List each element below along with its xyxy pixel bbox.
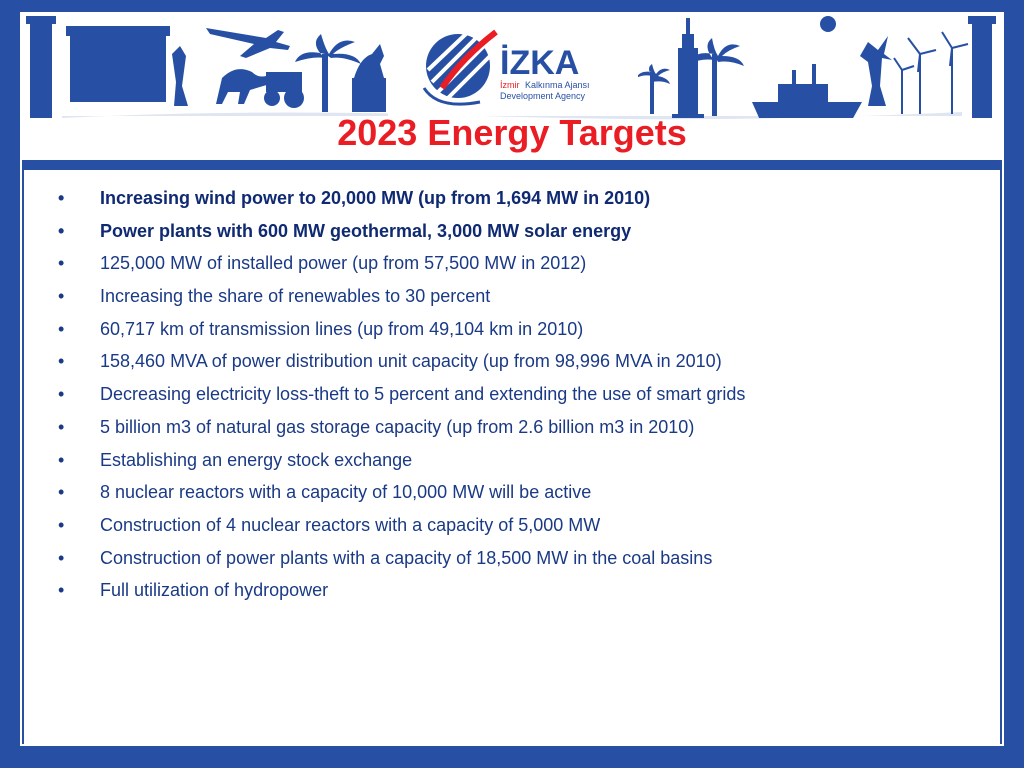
bullet-icon: • (58, 188, 65, 208)
bullet-list (54, 184, 974, 609)
list-item-text: 60,717 km of transmission lines (up from 49,104 km in 2010) (100, 318, 584, 339)
list-item (54, 413, 974, 446)
list-item (54, 184, 974, 217)
list-item (54, 380, 974, 413)
list-item (54, 249, 974, 282)
list-item (54, 347, 974, 380)
bullet-icon: • (58, 416, 65, 437)
logo-development-agency: Development Agency (500, 91, 586, 101)
bullet-icon: • (58, 351, 65, 372)
list-item-text: Increasing the share of renewables to 30 percent (100, 286, 491, 307)
bullet-icon: • (58, 286, 65, 307)
svg-text:İzmir Kalkınma Ajansı (500, 80, 590, 90)
list-item-text: Full utilization of hydropower (100, 580, 329, 601)
bullet-icon: • (58, 514, 65, 535)
list-item-text: Construction of 4 nuclear reactors with a capacity of 5,000 MW (100, 514, 601, 535)
bullet-icon: • (58, 580, 65, 601)
logo-izmir: İzmir (500, 80, 520, 90)
list-item-text: Power plants with 600 MW geothermal, 3,000 MW solar energy (100, 220, 632, 241)
list-item (54, 511, 974, 544)
list-item-text: Establishing an energy stock exchange (100, 449, 413, 470)
bullet-icon: • (58, 220, 65, 241)
list-item (54, 544, 974, 577)
list-item-text: 8 nuclear reactors with a capacity of 10,000 MW will be active (100, 482, 592, 503)
bullet-icon: • (58, 384, 65, 405)
list-item-text: Construction of power plants with a capacity of 18,500 MW in the coal basins (100, 547, 713, 568)
list-item (54, 576, 974, 609)
bullet-icon: • (58, 318, 65, 339)
bullet-icon: • (58, 449, 65, 470)
bullet-icon: • (58, 253, 65, 274)
slide-title: 2023 Energy Targets (337, 112, 687, 153)
izka-logo (388, 18, 638, 116)
izka-brand: İZKA (500, 44, 580, 82)
list-item (54, 446, 974, 479)
bullet-icon: • (58, 547, 65, 568)
list-item (54, 315, 974, 348)
logo-kalkinma: Kalkınma Ajansı (525, 80, 590, 90)
list-item (54, 478, 974, 511)
list-item (54, 217, 974, 250)
list-item-text: 5 billion m3 of natural gas storage capacity (up from 2.6 billion m3 in 2010) (100, 416, 695, 437)
list-item-text: 125,000 MW of installed power (up from 57,500 MW in 2012) (100, 253, 587, 274)
list-item-text: Decreasing electricity loss-theft to 5 percent and extending the use of smart grids (100, 384, 746, 405)
list-item-text: 158,460 MVA of power distribution unit capacity (up from 98,996 MVA in 2010) (100, 351, 722, 372)
list-item (54, 282, 974, 315)
bullet-icon: • (58, 482, 65, 503)
list-item-text: Increasing wind power to 20,000 MW (up from 1,694 MW in 2010) (100, 188, 651, 208)
izka-globe-icon (424, 32, 496, 104)
